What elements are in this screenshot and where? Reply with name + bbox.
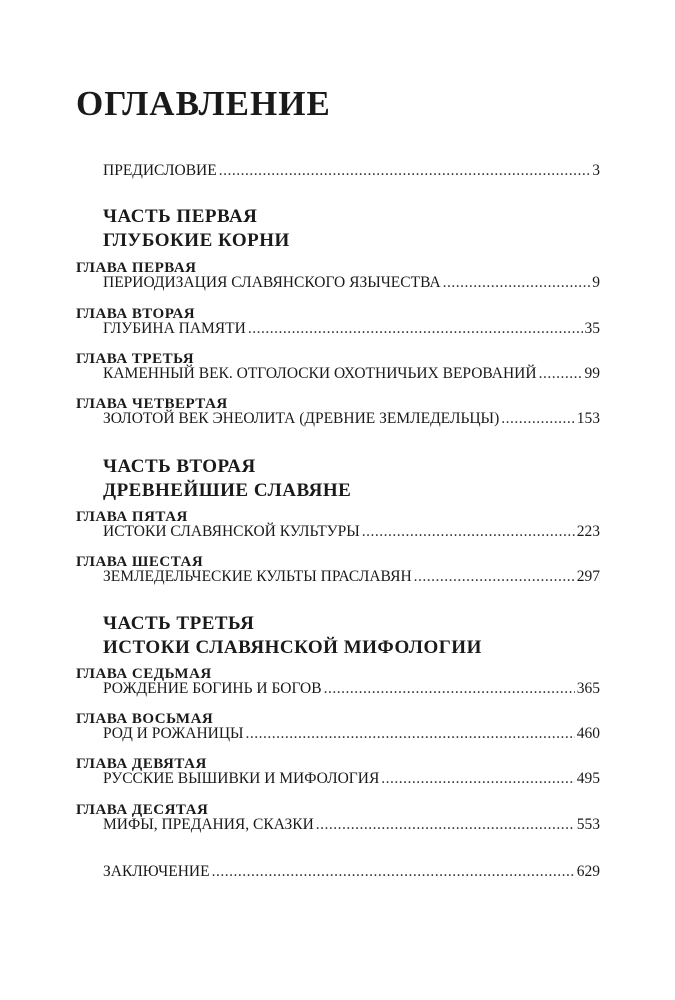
toc-entry[interactable]: [103, 408, 600, 430]
toc-page-number: 460: [576, 725, 600, 742]
chapter-label: ГЛАВА ВТОРАЯ: [76, 306, 196, 322]
part-heading: ЧАСТЬ ТРЕТЬЯ: [103, 613, 255, 634]
toc-page-number: 35: [584, 320, 600, 337]
toc-page-number: 223: [576, 523, 600, 540]
chapter-label: ГЛАВА ПЕРВАЯ: [76, 260, 197, 276]
toc-entry[interactable]: [103, 723, 600, 745]
chapter-label: ГЛАВА ДЕВЯТАЯ: [76, 756, 207, 772]
toc-page-number: 99: [584, 365, 600, 382]
toc-entry-title: ЗОЛОТОЙ ВЕК ЭНЕОЛИТА (ДРЕВНИЕ ЗЕМЛЕДЕЛЬЦЫ): [103, 410, 500, 427]
page-title: ОГЛАВЛЕНИЕ: [76, 84, 331, 123]
part-title: ДРЕВНЕЙШИЕ СЛАВЯНЕ: [103, 480, 352, 501]
dot-leader: [248, 318, 583, 340]
chapter-label: ГЛАВА ДЕСЯТАЯ: [76, 802, 209, 818]
toc-page-number: 365: [576, 680, 600, 697]
dot-leader: [381, 768, 574, 790]
toc-entry-title: ПРЕДИСЛОВИЕ: [103, 162, 217, 179]
chapter-label: ГЛАВА ВОСЬМАЯ: [76, 711, 214, 727]
dot-leader: [219, 160, 591, 182]
toc-entry-title: МИФЫ, ПРЕДАНИЯ, СКАЗКИ: [103, 816, 314, 833]
toc-entry-conclusion[interactable]: [103, 861, 600, 883]
toc-page-number: 629: [576, 863, 600, 880]
dot-leader: [362, 521, 575, 543]
toc-entry-title: ЗЕМЛЕДЕЛЬЧЕСКИЕ КУЛЬТЫ ПРАСЛАВЯН: [103, 568, 412, 585]
dot-leader: [414, 566, 575, 588]
toc-page-number: 9: [592, 274, 600, 291]
toc-entry-title: ГЛУБИНА ПАМЯТИ: [103, 320, 246, 337]
toc-entry[interactable]: [103, 566, 600, 588]
dot-leader: [212, 861, 575, 883]
chapter-label: ГЛАВА ТРЕТЬЯ: [76, 351, 195, 367]
toc-entry-title: КАМЕННЫЙ ВЕК. ОТГОЛОСКИ ОХОТНИЧЬИХ ВЕРОВАНИЙ: [103, 365, 537, 382]
toc-page-number: 495: [576, 770, 600, 787]
toc-entry-title: ПЕРИОДИЗАЦИЯ СЛАВЯНСКОГО ЯЗЫЧЕСТВА: [103, 274, 441, 291]
toc-page-number: 297: [576, 568, 600, 585]
chapter-label: ГЛАВА ШЕСТАЯ: [76, 554, 204, 570]
part-heading: ЧАСТЬ ВТОРАЯ: [103, 456, 256, 477]
toc-entry[interactable]: [103, 521, 600, 543]
toc-entry-preface[interactable]: [103, 160, 600, 182]
toc-entry-title: РОЖДЕНИЕ БОГИНЬ И БОГОВ: [103, 680, 322, 697]
toc-entry[interactable]: [103, 768, 600, 790]
chapter-label: ГЛАВА СЕДЬМАЯ: [76, 666, 212, 682]
toc-entry[interactable]: [103, 318, 600, 340]
part-heading: ЧАСТЬ ПЕРВАЯ: [103, 206, 258, 227]
toc-page-number: 153: [576, 410, 600, 427]
dot-leader: [324, 678, 575, 700]
toc-entry[interactable]: [103, 363, 600, 385]
dot-leader: [316, 814, 575, 836]
toc-entry[interactable]: [103, 814, 600, 836]
dot-leader: [501, 408, 575, 430]
toc-entry-title: ИСТОКИ СЛАВЯНСКОЙ КУЛЬТУРЫ: [103, 523, 360, 540]
toc-entry-title: ЗАКЛЮЧЕНИЕ: [103, 863, 210, 880]
toc-page-number: 553: [576, 816, 600, 833]
dot-leader: [246, 723, 575, 745]
toc-entry[interactable]: [103, 272, 600, 294]
chapter-label: ГЛАВА ЧЕТВЕРТАЯ: [76, 396, 228, 412]
chapter-label: ГЛАВА ПЯТАЯ: [76, 509, 188, 525]
toc-page-number: 3: [592, 162, 600, 179]
toc-entry-title: РУССКИЕ ВЫШИВКИ И МИФОЛОГИЯ: [103, 770, 380, 787]
part-title: ИСТОКИ СЛАВЯНСКОЙ МИФОЛОГИИ: [103, 637, 482, 658]
toc-entry-title: РОД И РОЖАНИЦЫ: [103, 725, 244, 742]
dot-leader: [539, 363, 583, 385]
part-title: ГЛУБОКИЕ КОРНИ: [103, 230, 290, 251]
toc-entry[interactable]: [103, 678, 600, 700]
dot-leader: [443, 272, 591, 294]
